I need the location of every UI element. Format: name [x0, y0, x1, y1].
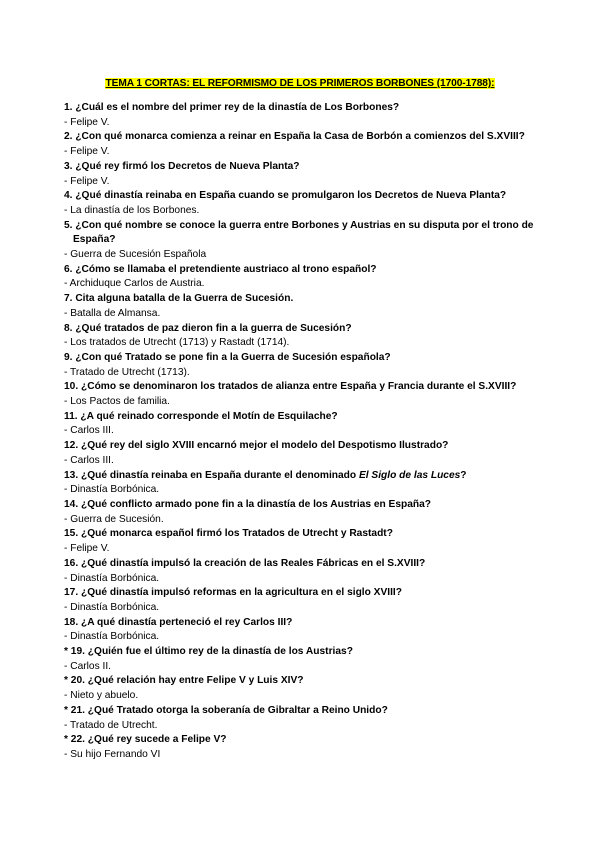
question-text: 20. ¿Qué relación hay entre Felipe V y Luis XIV?	[67, 675, 304, 687]
question	[64, 704, 544, 719]
question-text: 21. ¿Qué Tratado otorga la soberanía de Gibraltar a Reino Unido?	[67, 704, 388, 716]
question: 17. ¿Qué dinastía impulsó reformas en la agricultura en el siglo XVIII?	[64, 587, 402, 599]
answer: - Su hijo Fernando VI	[64, 748, 161, 760]
title-container	[0, 73, 600, 91]
answer: - Carlos III.	[64, 454, 114, 466]
question: 15. ¿Qué monarca español firmó los Tratados de Utrecht y Rastadt?	[64, 528, 393, 540]
qa-item-17	[64, 586, 544, 615]
qa-item-11	[64, 410, 544, 439]
question-text-end: ?	[460, 469, 467, 481]
question: 5. ¿Con qué nombre se conoce la guerra entre Borbones y Austrias en su disputa por el trono de España?	[64, 219, 534, 246]
question: 3. ¿Qué rey firmó los Decretos de Nueva Planta?	[64, 160, 300, 172]
question-list	[64, 101, 544, 763]
qa-item-15	[64, 527, 544, 556]
question: 9. ¿Con qué Tratado se pone fin a la Guerra de Sucesión española?	[64, 351, 391, 363]
question: 6. ¿Cómo se llamaba el pretendiente austriaco al trono español?	[64, 263, 377, 275]
star-marker: *	[64, 704, 68, 716]
qa-item-9	[64, 351, 544, 380]
qa-item-5	[64, 219, 544, 263]
answer: - Dinastía Borbónica.	[64, 484, 160, 496]
question: 1. ¿Cuál es el nombre del primer rey de la dinastía de Los Borbones?	[64, 102, 400, 113]
answer: - Carlos II.	[64, 660, 111, 672]
question: 2. ¿Con qué monarca comienza a reinar en España la Casa de Borbón a comienzos del S.XVIII?	[64, 131, 525, 143]
qa-item-2	[64, 130, 544, 159]
question: 16. ¿Qué dinastía impulsó la creación de las Reales Fábricas en el S.XVIII?	[64, 557, 426, 569]
qa-item-6	[64, 263, 544, 292]
question-text: 22. ¿Qué rey sucede a Felipe V?	[67, 734, 227, 746]
answer: - Felipe V.	[64, 175, 110, 187]
qa-item-22	[64, 733, 544, 762]
qa-item-12	[64, 439, 544, 468]
answer: - Guerra de Sucesión Española	[64, 249, 207, 261]
qa-item-19	[64, 645, 544, 674]
question-emphasis: El Siglo de las Luces	[358, 469, 461, 481]
star-marker: *	[64, 675, 68, 687]
star-marker: *	[64, 734, 68, 746]
answer: - Felipe V.	[64, 116, 110, 128]
question: 10. ¿Cómo se denominaron los tratados de alianza entre España y Francia durante el S.XVIII?	[64, 381, 517, 393]
question	[64, 469, 544, 484]
qa-item-7	[64, 292, 544, 321]
question: 7. Cita alguna batalla de la Guerra de Sucesión.	[64, 293, 294, 305]
answer: - Felipe V.	[64, 146, 110, 158]
answer: - Archiduque Carlos de Austria.	[64, 278, 205, 290]
answer: - Tratado de Utrecht.	[64, 719, 158, 731]
qa-item-21	[64, 704, 544, 733]
question: 12. ¿Qué rey del siglo XVIII encarnó mejor el modelo del Despotismo Ilustrado?	[64, 440, 449, 452]
qa-item-20	[64, 674, 544, 703]
qa-item-18	[64, 616, 544, 645]
question: 11. ¿A qué reinado corresponde el Motín de Esquilache?	[64, 410, 338, 422]
answer: - Guerra de Sucesión.	[64, 513, 164, 525]
question: 18. ¿A qué dinastía perteneció el rey Carlos III?	[64, 616, 293, 628]
answer: - Felipe V.	[64, 543, 110, 555]
answer: - Nieto y abuelo.	[64, 690, 139, 702]
answer: - Dinastía Borbónica.	[64, 601, 160, 613]
answer: - La dinastía de los Borbones.	[64, 204, 200, 216]
qa-item-1	[64, 101, 544, 130]
qa-item-10	[64, 380, 544, 409]
qa-item-8	[64, 322, 544, 351]
question-text: 19. ¿Quién fue el último rey de la dinastía de los Austrias?	[67, 646, 353, 658]
question: 4. ¿Qué dinastía reinaba en España cuando se promulgaron los Decretos de Nueva Planta?	[64, 190, 507, 202]
answer: - Tratado de Utrecht (1713).	[64, 366, 190, 378]
answer: - Los tratados de Utrecht (1713) y Rastadt (1714).	[64, 337, 290, 349]
qa-item-3	[64, 160, 544, 189]
answer: - Dinastía Borbónica.	[64, 631, 160, 643]
qa-item-16	[64, 557, 544, 586]
question: 8. ¿Qué tratados de paz dieron fin a la guerra de Sucesión?	[64, 322, 352, 334]
answer: - Dinastía Borbónica.	[64, 572, 160, 584]
question: 14. ¿Qué conflicto armado pone fin a la dinastía de los Austrias en España?	[64, 498, 432, 510]
qa-item-14	[64, 498, 544, 527]
answer: - Los Pactos de familia.	[64, 396, 170, 408]
document-title: TEMA 1 CORTAS: EL REFORMISMO DE LOS PRIMEROS BORBONES (1700-1788):	[105, 78, 495, 89]
question	[64, 733, 544, 748]
answer: - Carlos III.	[64, 425, 114, 437]
question	[64, 674, 544, 689]
question-text: 13. ¿Qué dinastía reinaba en España durante el denominado	[64, 469, 359, 481]
qa-item-13	[64, 469, 544, 498]
question	[64, 645, 544, 660]
star-marker: *	[64, 646, 68, 658]
answer: - Batalla de Almansa.	[64, 307, 161, 319]
qa-item-4	[64, 189, 544, 218]
